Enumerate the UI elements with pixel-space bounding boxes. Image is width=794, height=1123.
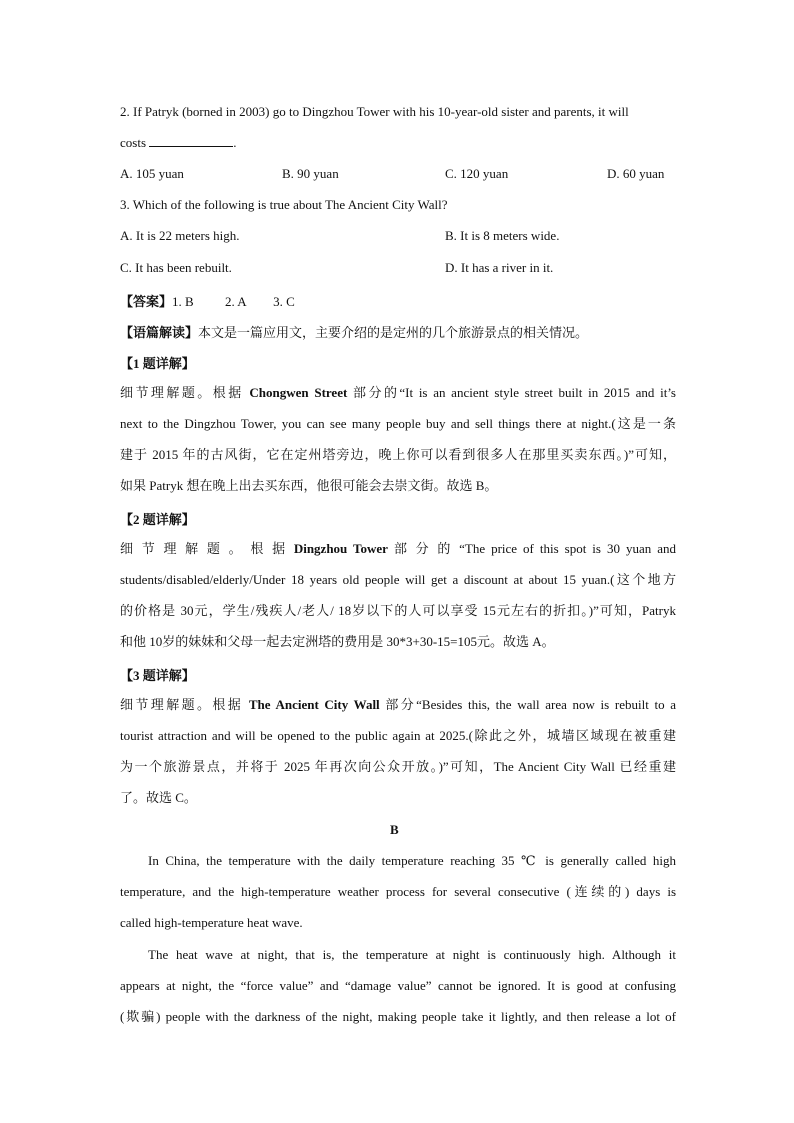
q3-option-d: D. It has a river in it. xyxy=(445,260,554,275)
detail-3-body xyxy=(120,689,676,813)
answer-tag: 【答案】 xyxy=(120,294,173,309)
detail-1-line-1: 细节理解题。根据 Chongwen Street 部分的“It is an ancient style street built in 2015 and it’s xyxy=(120,385,676,400)
detail-1-heading: 【1 题详解】 xyxy=(120,356,195,371)
q2-option-a: A. 105 yuan xyxy=(120,166,184,181)
answer-item-1: 1. B xyxy=(172,294,194,309)
reading-line xyxy=(120,322,588,341)
detail-2-keyword: Dingzhou Tower xyxy=(293,541,388,556)
q2-option-c: C. 120 yuan xyxy=(445,166,509,181)
section-b-p1-line-1: In China, the temperature with the daily temperature reaching 35 ℃ is generally called high xyxy=(148,853,676,868)
q2-stem-text: costs xyxy=(120,135,146,150)
detail-1-line-3: 建于 2015 年的古风街，它在定州塔旁边，晚上你可以看到很多人在那里买卖东西。)”可知， xyxy=(120,447,676,462)
q2-stem-line1: 2. If Patryk (borned in 2003) go to Dingzhou Tower with his 10-year-old sister and parents, it will xyxy=(120,104,629,119)
q2-stem-line2 xyxy=(120,135,237,151)
q2-option-b: B. 90 yuan xyxy=(282,166,339,181)
detail-3-line-1: 细节理解题。根据 The Ancient City Wall 部分“Besides this, the wall area now is rebuilt to a xyxy=(120,697,676,712)
detail-1-body xyxy=(120,377,676,501)
detail-2-heading: 【2 题详解】 xyxy=(120,512,195,527)
detail-1-line-4: 如果 Patryk 想在晚上出去买东西，他很可能会去崇文街。故选 B。 xyxy=(120,478,498,493)
detail-3-heading: 【3 题详解】 xyxy=(120,668,195,683)
section-b-p2-line-2: appears at night, the “force value” and “damage value” cannot be ignored. It is good at confusing xyxy=(120,978,676,993)
section-b-paragraph-1 xyxy=(120,845,676,938)
q3-option-c: C. It has been rebuilt. xyxy=(120,260,232,275)
detail-2-line-2: students/disabled/elderly/Under 18 years old people will get a discount at about 15 yuan.(这个地方 xyxy=(120,572,676,587)
detail-1-keyword: Chongwen Street xyxy=(249,385,348,400)
section-b-p2-line-3: (欺骗) people with the darkness of the night, making people take it lightly, and then release a lot of xyxy=(120,1009,676,1024)
q3-stem: 3. Which of the following is true about The Ancient City Wall? xyxy=(120,197,448,212)
detail-2-body xyxy=(120,533,676,657)
detail-3-line-4: 了。故选 C。 xyxy=(120,790,197,805)
answer-line xyxy=(120,291,295,310)
q2-stem-end: . xyxy=(233,135,237,150)
reading-text: 本文是一篇应用文，主要介绍的是定州的几个旅游景点的相关情况。 xyxy=(198,325,589,340)
detail-2-line-3: 的价格是 30元，学生/残疾人/老人/ 18岁以下的人可以享受 15元左右的折扣。)”可知，Patryk xyxy=(120,603,676,618)
section-b-p2-line-1: The heat wave at night, that is, the temperature at night is continuously high. Although it xyxy=(148,947,676,962)
answer-blank xyxy=(149,136,233,147)
q3-option-a: A. It is 22 meters high. xyxy=(120,228,240,243)
detail-2-line-4: 和他 10岁的妹妹和父母一起去定洲塔的费用是 30*3+30-15=105元。故选 A。 xyxy=(120,634,555,649)
reading-tag: 【语篇解读】 xyxy=(120,325,199,340)
section-b-p1-line-2: temperature, and the high-temperature weather process for several consecutive (连续的) days is xyxy=(120,884,676,899)
detail-3-line-2: tourist attraction and will be opened to the public again at 2025.(除此之外，城墙区域现在被重建 xyxy=(120,728,676,743)
detail-2-line-1: 细 节 理 解 题 。 根 据 Dingzhou Tower 部 分 的 “The price of this spot is 30 yuan and xyxy=(120,541,676,556)
q2-option-d: D. 60 yuan xyxy=(607,166,665,181)
section-b-title: B xyxy=(390,822,399,837)
detail-3-line-3: 为一个旅游景点，并将于 2025 年再次向公众开放。)”可知，The Ancient City Wall 已经重建 xyxy=(120,759,676,774)
q3-option-b: B. It is 8 meters wide. xyxy=(445,228,560,243)
answer-item-3: 3. C xyxy=(273,294,295,309)
detail-1-line-2: next to the Dingzhou Tower, you can see many people buy and sell things there at night.(这是一条 xyxy=(120,416,676,431)
detail-3-keyword: The Ancient City Wall xyxy=(248,697,380,712)
section-b-paragraph-2 xyxy=(120,939,676,1032)
answer-item-2: 2. A xyxy=(224,294,246,309)
section-b-p1-line-3: called high-temperature heat wave. xyxy=(120,915,303,930)
